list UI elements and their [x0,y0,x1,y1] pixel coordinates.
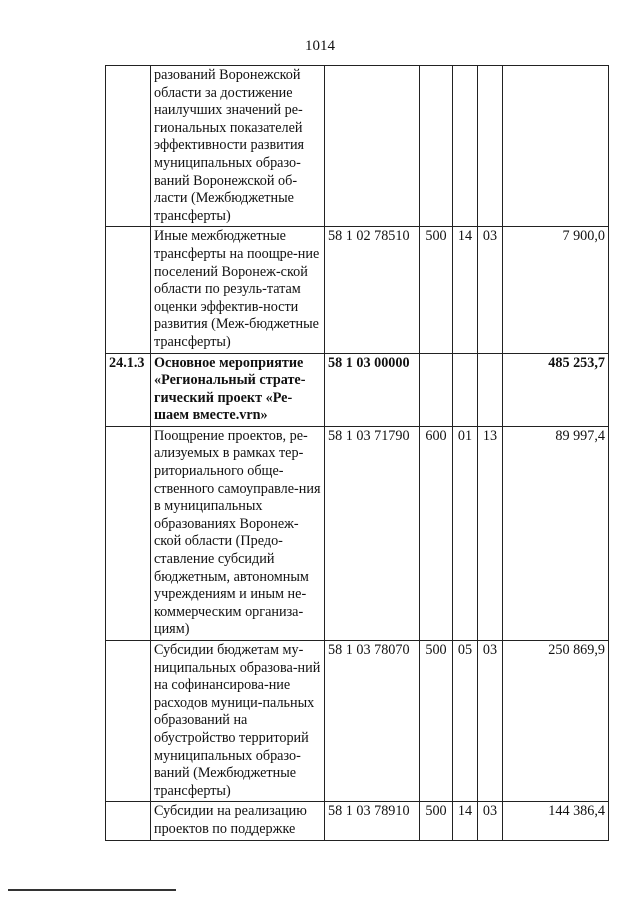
row-sum [503,66,609,227]
row-pr: 03 [478,802,503,840]
row-name: Субсидии бюджетам му-ниципальных образова-ний на софинансирова-ние расходов муници-пальных образований на обустройство территорий муниципальных образо-ваний (Межбюджетные трансферты) [151,641,325,802]
row-name: Субсидии на реализацию проектов по поддержке [151,802,325,840]
row-number [106,802,151,840]
page-number: 1014 [305,38,335,54]
row-pr [478,353,503,426]
row-name: Основное мероприятие «Региональный страте-гический проект «Ре-шаем вместе.vrn» [151,353,325,426]
table-row [106,641,609,802]
row-number [106,66,151,227]
row-name: Поощрение проектов, ре-ализуемых в рамках тер-риториального обще-ственного самоуправле-ния в муниципальных образованиях Воронеж-ской области (Предо-ставление субсидий бюджетным, автономным учреждениям и иным не-коммерческим организа-циям) [151,426,325,640]
table-row [106,802,609,840]
row-number [106,641,151,802]
row-number [106,426,151,640]
table-row [106,227,609,353]
row-rz: 01 [453,426,478,640]
row-sum: 144 386,4 [503,802,609,840]
row-code: 58 1 03 78910 [325,802,420,840]
table-row [106,426,609,640]
row-vr: 500 [420,227,453,353]
row-rz: 14 [453,227,478,353]
row-code [325,66,420,227]
row-vr [420,66,453,227]
row-pr [478,66,503,227]
row-code: 58 1 03 71790 [325,426,420,640]
row-name: разований Воронежской области за достижение наилучших значений ре-гиональных показателей эффективности развития муниципальных образо-ваний Воронежской об-ласти (Межбюджетные трансферты) [151,66,325,227]
row-pr: 03 [478,641,503,802]
table-row [106,66,609,227]
row-vr: 500 [420,641,453,802]
row-number [106,227,151,353]
row-pr: 13 [478,426,503,640]
row-vr [420,353,453,426]
row-code: 58 1 03 00000 [325,353,420,426]
row-code: 58 1 02 78510 [325,227,420,353]
row-sum: 7 900,0 [503,227,609,353]
table-row [106,353,609,426]
row-rz: 05 [453,641,478,802]
row-sum: 485 253,7 [503,353,609,426]
row-vr: 500 [420,802,453,840]
row-rz: 14 [453,802,478,840]
row-pr: 03 [478,227,503,353]
row-rz [453,66,478,227]
budget-table [105,65,609,841]
row-sum: 89 997,4 [503,426,609,640]
row-sum: 250 869,9 [503,641,609,802]
row-vr: 600 [420,426,453,640]
row-rz [453,353,478,426]
row-code: 58 1 03 78070 [325,641,420,802]
footer-divider [8,889,176,891]
row-number: 24.1.3 [106,353,151,426]
row-name: Иные межбюджетные трансферты на поощре-ние поселений Воронеж-ской области по резуль-татам оценки эффектив-ности развития (Меж-бюджетные трансферты) [151,227,325,353]
